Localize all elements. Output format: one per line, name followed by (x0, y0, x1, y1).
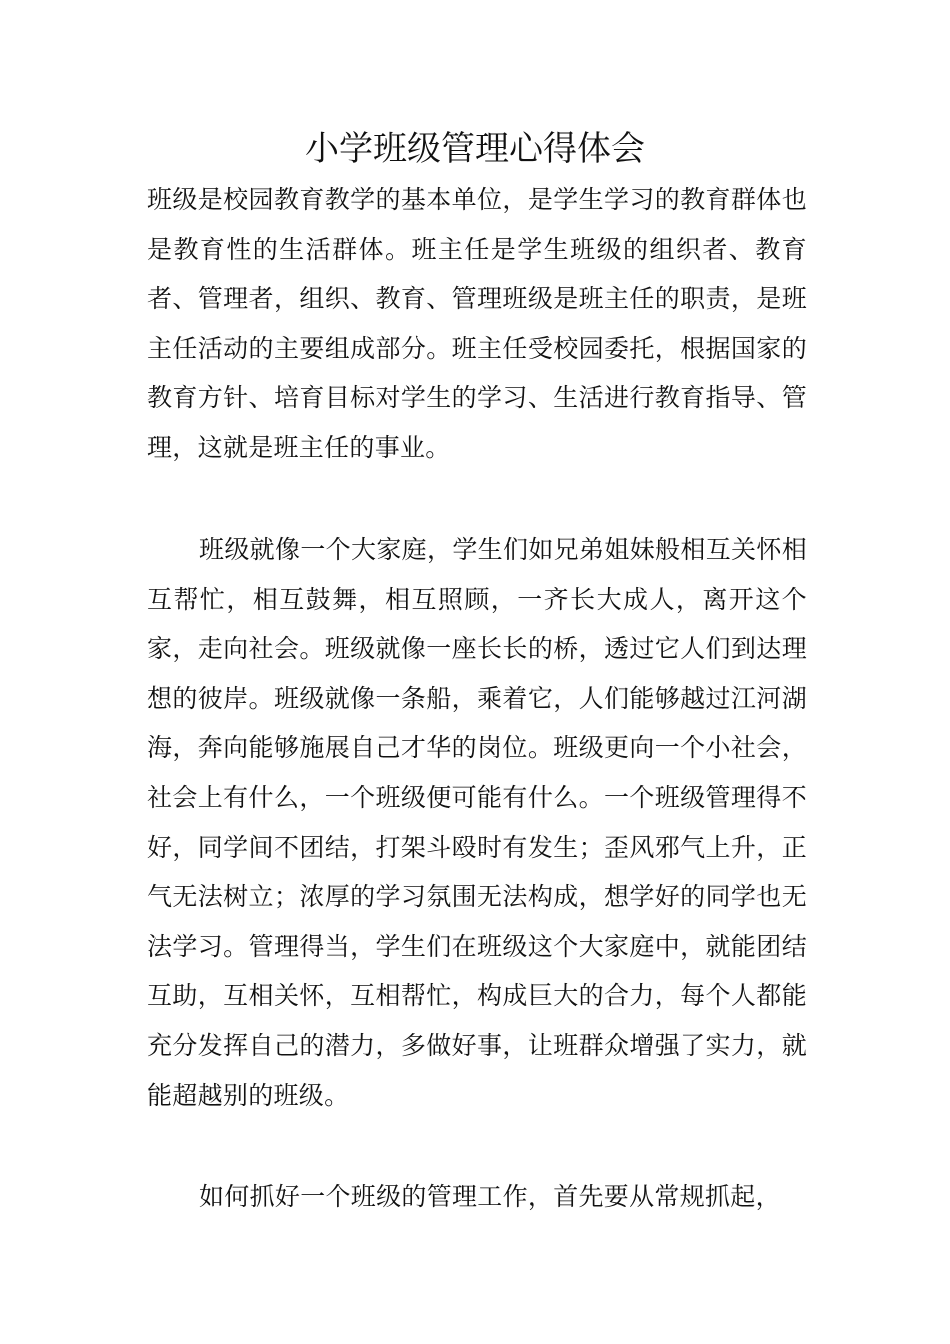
paragraph-management: 如何抓好一个班级的管理工作，首先要从常规抓起， (199, 1182, 781, 1211)
paragraph-class-family: 班级就像一个大家庭，学生们如兄弟姐妹般相互关怀相互帮忙，相互鼓舞，相互照顾，一齐长大成人，离开这个家，走向社会。班级就像一座长长的桥，透过它人们到达理想的彼岸。班级就像一条船，乘着它，人们能够越过江河湖海，奔向能够施展自己才华的岗位。班级更向一个小社会，社会上有什么，一个班级便可能有什么。一个班级管理得不好，同学间不团结，打架斗殴时有发生；歪风邪气上升，正气无法树立；浓厚的学习氛围无法构成，想学好的同学也无法学习。管理得当，学生们在班级这个大家庭中，就能团结互助，互相关怀，互相帮忙，构成巨大的合力，每个人都能充分发挥自己的潜力，多做好事，让班群众增强了实力，就能超越别的班级。 (147, 535, 807, 1110)
document-title: 小学班级管理心得体会 (305, 129, 645, 169)
paragraph-intro: 班级是校园教育教学的基本单位，是学生学习的教育群体也是教育性的生活群体。班主任是学生班级的组织者、教育者、管理者，组织、教育、管理班级是班主任的职责，是班主任活动的主要组成部分。班主任受校园委托，根据国家的教育方针、培育目标对学生的学习、生活进行教育指导、管理，这就是班主任的事业。 (147, 185, 807, 462)
